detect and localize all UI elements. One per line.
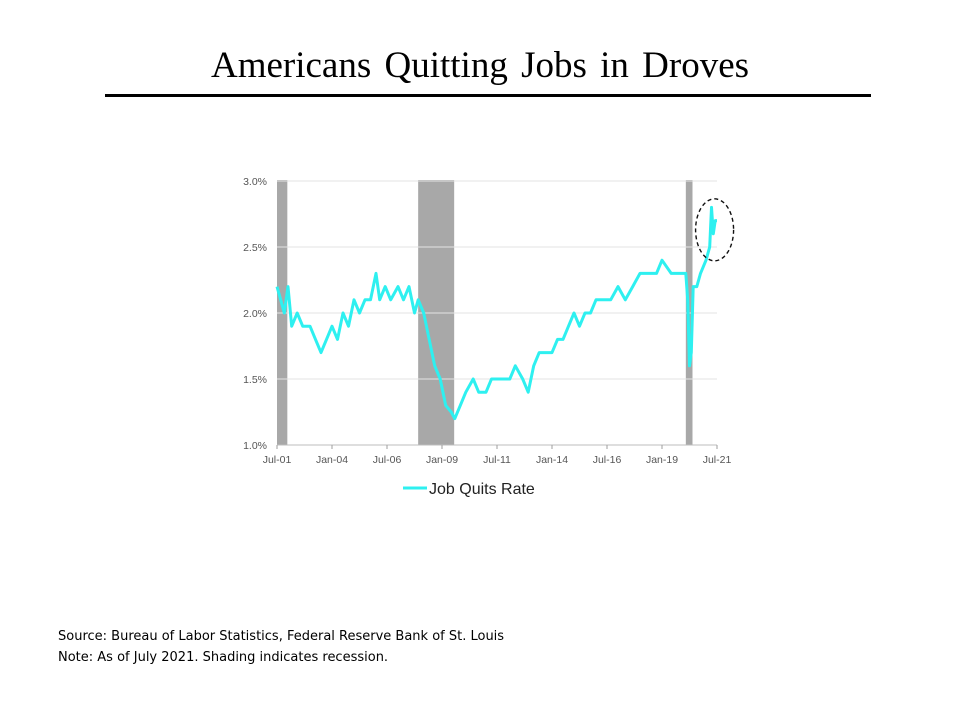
x-tick-label: Jul-16 [592,454,622,466]
legend [403,481,535,498]
x-tick-label: Jul-01 [262,454,292,466]
y-tick-label: 1.0% [243,440,267,452]
y-tick-label: 2.0% [243,308,267,320]
y-tick-label: 2.5% [243,242,267,254]
legend-label: Job Quits Rate [429,481,535,498]
x-tick-label: Jan-09 [425,454,459,466]
job-quits-chart [230,170,770,510]
page-title: Americans Quitting Jobs in Droves [210,45,750,86]
x-tick-label: Jan-04 [315,454,349,466]
title-underline [105,94,871,97]
recession-note: Note: As of July 2021. Shading indicates recession. [58,650,389,665]
y-tick-label: 3.0% [243,176,267,188]
y-tick-label: 1.5% [243,374,267,386]
y-axis-ticks [243,176,267,452]
x-tick-label: Jul-11 [483,454,511,466]
source-note: Source: Bureau of Labor Statistics, Federal Reserve Bank of St. Louis [58,629,505,644]
x-tick-label: Jan-14 [535,454,569,466]
x-tick-label: Jul-21 [702,454,732,466]
x-tick-label: Jul-06 [372,454,402,466]
x-tick-label: Jan-19 [645,454,679,466]
x-axis-ticks [263,445,732,466]
